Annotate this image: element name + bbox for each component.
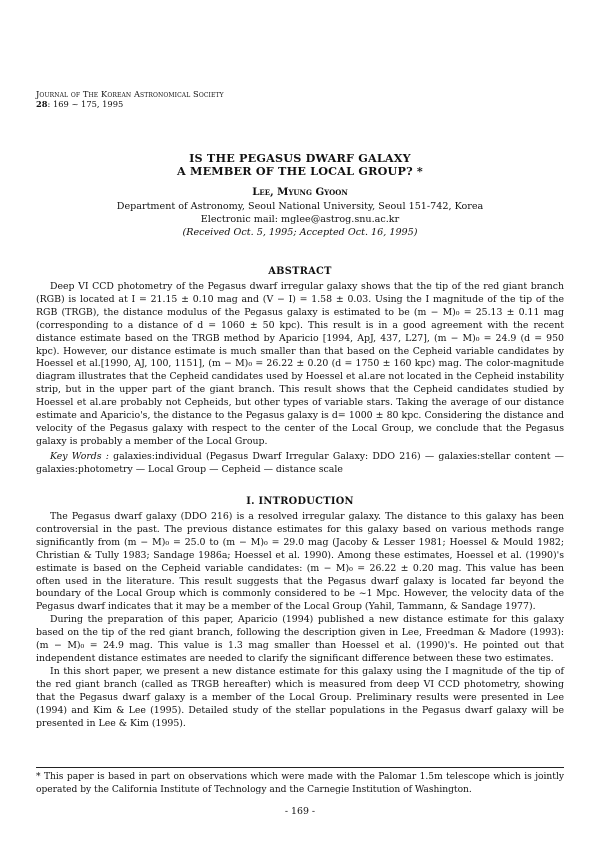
journal-volume: 28 bbox=[36, 99, 48, 109]
author-name: Lee, Myung Gyoon bbox=[252, 186, 348, 198]
abstract-heading: ABSTRACT bbox=[268, 266, 332, 277]
intro-paragraph-3: In this short paper, we present a new distance estimate for this galaxy using the I magnitude of the tip of the red giant branch (called as TRGB hereafter) which is measured from deep VI CCD photometry, showing that the Pegasus dwarf galaxy is a member of the Local Group. Preliminary results were presented in Lee (1994) and Kim & Lee (1995). Detailed study of the stellar populations in the Pegasus dwarf galaxy will be presented in Lee & Kim (1995). bbox=[36, 665, 564, 729]
intro-paragraph-2: During the preparation of this paper, Aparicio (1994) published a new distance estimate for this galaxy based on the tip of the red giant branch, following the description given in Lee, Freedman & Madore (1993): (m − M)₀ = 24.9 mag. This value is 1.3 mag smaller than Hoessel et al. (1990)'s. He pointed out that independent distance estimates are needed to clarify the significant difference between these two estimates. bbox=[36, 614, 564, 664]
paper-title-line-1: IS THE PEGASUS DWARF GALAXY bbox=[189, 151, 411, 165]
author-email: Electronic mail: mglee@astrog.snu.ac.kr bbox=[200, 214, 400, 225]
author-affiliation-block bbox=[0, 200, 600, 239]
journal-pages: : 169 ~ 175, 1995 bbox=[47, 99, 124, 109]
paper-title-line-2: A MEMBER OF THE LOCAL GROUP? * bbox=[177, 164, 423, 178]
paper-title bbox=[0, 152, 600, 178]
journal-volume-line bbox=[36, 99, 224, 109]
intro-paragraph-1: The Pegasus dwarf galaxy (DDO 216) is a resolved irregular galaxy. The distance to this galaxy has been controversial in the past. The previous distance estimates for this galaxy based on various methods range significantly from (m − M)₀ = 25.0 to (m − M)₀ = 29.0 mag (Jacoby & Lesser 1981; Hoessel & Mould 1982; Christian & Tully 1983; Sandage 1986a; Hoessel et al. 1990). Among these estimates, Hoessel et al. (1990)'s estimate is based on the Cepheid variable candidates: (m − M)₀ = 26.22 ± 0.20 mag. This value has been often used in the literature. This result suggests that the Pegasus dwarf galaxy is located far beyond the boundary of the Local Group which is commonly considered to be ~1 Mpc. However, the velocity data of the Pegasus dwarf indicates that it may be a member of the Local Group (Yahil, Tammann, & Sandage 1977). bbox=[36, 511, 564, 613]
keywords-label: Key Words : bbox=[50, 451, 109, 462]
footnote: * This paper is based in part on observations which were made with the Palomar 1.5m telescope which is jointly operated by the California Institute of Technology and the Carnegie Institution of Washington. bbox=[36, 772, 564, 795]
introduction-heading: I. INTRODUCTION bbox=[246, 496, 354, 507]
keywords bbox=[36, 451, 564, 477]
footnote-divider bbox=[36, 767, 564, 768]
received-accepted-dates: (Received Oct. 5, 1995; Accepted Oct. 16, 1995) bbox=[182, 227, 418, 238]
introduction-body bbox=[36, 511, 564, 730]
page-number: - 169 - bbox=[284, 806, 316, 817]
keywords-list: galaxies:individual (Pegasus Dwarf Irregular Galaxy: DDO 216) — galaxies:stellar content — galaxies:photometry — Local Group — Cepheid — distance scale bbox=[36, 451, 564, 475]
journal-name: Journal of The Korean Astronomical Society bbox=[36, 89, 224, 99]
affiliation: Department of Astronomy, Seoul National University, Seoul 151-742, Korea bbox=[116, 201, 484, 212]
abstract-text: Deep VI CCD photometry of the Pegasus dwarf irregular galaxy shows that the tip of the red giant branch (RGB) is located at I = 21.15 ± 0.10 mag and (V − I) = 1.58 ± 0.03. Using the I magnitude of the tip of the RGB (TRGB), the distance modulus of the Pegasus galaxy is estimated to be (m − M)₀ = 25.13 ± 0.11 mag (corresponding to a distance of d = 1060 ± 50 kpc). This result is in a good agreement with the recent distance estimate based on the TRGB method by Aparicio [1994, ApJ, 437, L27], (m − M)₀ = 24.9 (d = 950 kpc). However, our distance estimate is much smaller than that based on the Cepheid variable candidates by Hoessel et al.[1990, AJ, 100, 1151], (m − M)₀ = 26.22 ± 0.20 (d = 1750 ± 160 kpc) mag. The color-magnitude diagram illustrates that the Cepheid candidates used by Hoessel et al.are not located in the Cepheid instability strip, but in the upper part of the giant branch. This result shows that the Cepheid candidates studied by Hoessel et al.are probably not Cepheids, but other types of variable stars. Taking the average of our distance estimate and Aparicio's, the distance to the Pegasus galaxy is d= 1000 ± 80 kpc. Considering the distance and velocity of the Pegasus galaxy with respect to the center of the Local Group, we conclude that the Pegasus galaxy is probably a member of the Local Group. bbox=[36, 281, 564, 447]
journal-header bbox=[36, 89, 224, 109]
